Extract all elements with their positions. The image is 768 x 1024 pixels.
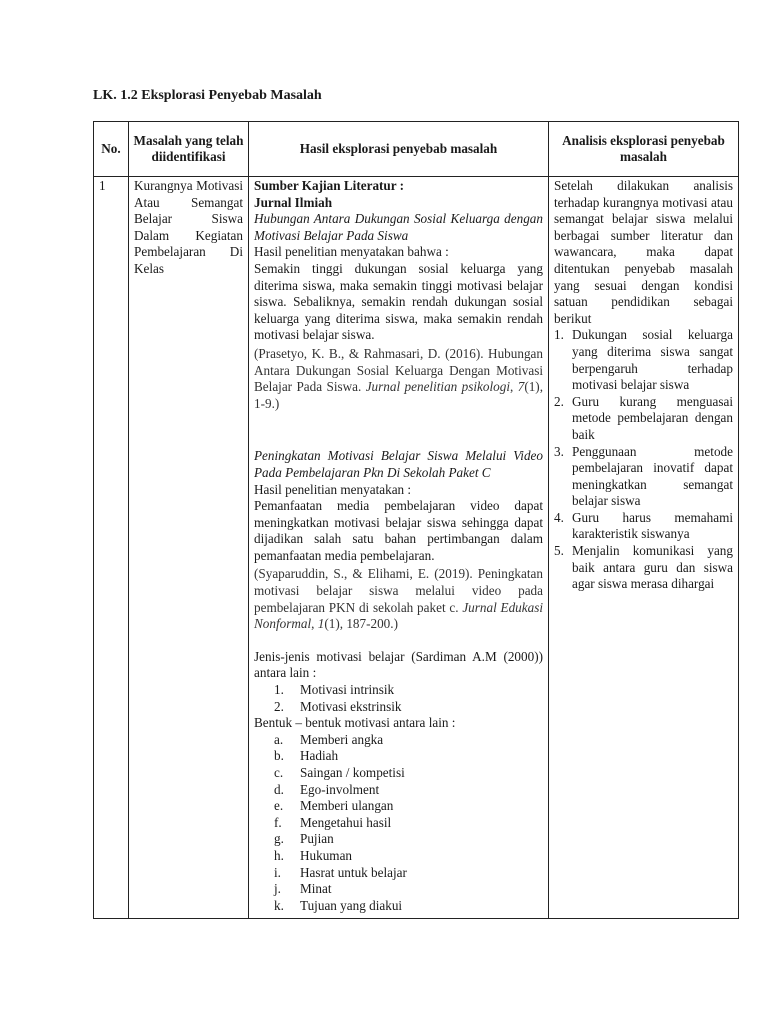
table-header-row [94, 122, 739, 177]
list-item-text: Pujian [300, 831, 334, 847]
journal2-ref-sep: , [311, 616, 318, 632]
list-item-text: Saingan / kompetisi [300, 765, 405, 780]
journal2-intro: Hasil penelitian menyatakan : [254, 481, 412, 497]
list-item-text: Dukungan sosial keluarga yang diterima siswa sangat berpengaruh terhadap motivasi belajar siswa [572, 327, 733, 393]
jenis-motivasi-intro: Jenis-jenis motivasi belajar (Sardiman A.M (2000)) antara lain : [254, 648, 543, 681]
list-item [554, 510, 733, 543]
header-masalah: Masalah yang telah diidentifikasi [129, 122, 249, 177]
list-item [274, 798, 543, 815]
header-hasil: Hasil eksplorasi penyebab masalah [249, 122, 549, 177]
cell-hasil [249, 177, 549, 919]
cell-no: 1 [94, 177, 129, 919]
list-item-text: Minat [300, 881, 332, 897]
list-marker: b. [274, 748, 284, 764]
journal1-reference [254, 346, 543, 412]
table-row [94, 177, 739, 919]
list-marker: 2. [554, 393, 564, 409]
list-marker: 4. [554, 509, 564, 525]
list-item-text: Guru harus memahami karakteristik siswanya [572, 509, 733, 542]
list-item [274, 682, 543, 699]
list-item-text: Ego-involment [300, 781, 380, 797]
list-marker: 1. [274, 682, 284, 698]
journal1-ref-pages: (1), 1-9.) [254, 379, 543, 411]
list-item-text: Penggunaan metode pembelajaran inovatif dapat meningkatkan semangat belajar siswa [572, 443, 733, 509]
journal2-reference [254, 566, 543, 632]
jenis-motivasi-list [254, 682, 543, 715]
list-marker: k. [274, 897, 284, 913]
list-marker: i. [274, 864, 281, 880]
journal1-title: Hubungan Antara Dukungan Sosial Keluarga dengan Motivasi Belajar Pada Siswa [254, 211, 543, 243]
journal2-ref-journal: Jurnal Edukasi Nonformal [254, 599, 544, 632]
list-item-text: Hasrat untuk belajar [300, 864, 407, 880]
list-item-text: Menjalin komunikasi yang baik antara guru dan siswa agar siswa merasa dihargai [572, 543, 733, 592]
list-marker: d. [274, 781, 284, 797]
list-marker: f. [274, 814, 282, 830]
journal1-ref-volume: 7 [517, 379, 525, 395]
list-marker: 1. [554, 327, 564, 343]
list-marker: g. [274, 831, 284, 847]
list-item [274, 815, 543, 832]
list-marker: h. [274, 847, 284, 863]
analisis-intro: Setelah dilakukan analisis terhadap kurangnya motivasi atau semangat belajar siswa melalui berbagai sumber literatur dan wawancara, maka dapat ditentukan penyebab masalah yang sesuai dengan kondisi satuan pendidikan sebagai berikut [554, 178, 733, 326]
cell-analisis [549, 177, 739, 919]
list-item-text: Guru kurang menguasai metode pembelajaran dengan baik [572, 393, 733, 442]
list-item [274, 765, 543, 782]
list-item [554, 444, 733, 510]
list-marker: 5. [554, 543, 564, 559]
list-marker: e. [274, 798, 284, 814]
journal2-ref-text: (Syaparuddin, S., & Elihami, E. (2019). Peningkatan motivasi belajar siswa melalui video pada pembelajaran PKN di sekolah paket c. [254, 566, 543, 615]
list-marker: 2. [274, 698, 284, 714]
list-item-text: Tujuan yang diakui [300, 897, 403, 913]
journal2-title: Peningkatan Motivasi Belajar Siswa Melalui Video Pada Pembelajaran Pkn Di Sekolah Paket C [254, 448, 543, 480]
list-item [554, 327, 733, 393]
list-item [274, 848, 543, 865]
list-item [274, 732, 543, 749]
list-item [274, 865, 543, 882]
list-item-text: Hukuman [300, 847, 353, 863]
analisis-list [554, 327, 733, 593]
journal1-body: Semakin tinggi dukungan sosial keluarga yang diterima siswa, maka semakin tinggi motivasi belajar siswa. Sebaliknya, semakin rendah dukungan sosial keluarga yang diterima siswa, maka semakin rendah motivasi belajar siswa. [254, 260, 543, 343]
header-no: No. [94, 122, 129, 177]
journal1-ref-text: (Prasetyo, K. B., & Rahmasari, D. (2016). Hubungan Antara Dukungan Sosial Keluarga Dengan Motivasi Belajar Pada Siswa. [254, 345, 543, 395]
journal1-ref-journal: Jurnal penelitian psikologi [365, 379, 511, 395]
list-item-text: Motivasi ekstrinsik [300, 698, 402, 714]
list-item [554, 543, 733, 593]
spacer [254, 412, 543, 448]
bentuk-motivasi-intro: Bentuk – bentuk motivasi antara lain : [254, 715, 456, 731]
journal2-ref-pages: (1), 187-200.) [324, 616, 398, 632]
list-marker: j. [274, 881, 281, 897]
journal1-intro: Hasil penelitian menyatakan bahwa : [254, 244, 449, 260]
list-item-text: Memberi ulangan [300, 798, 394, 814]
spacer [254, 633, 543, 649]
document-title: LK. 1.2 Eksplorasi Penyebab Masalah [93, 88, 322, 103]
list-item [274, 898, 543, 915]
header-analisis: Analisis eksplorasi penyebab masalah [549, 122, 739, 177]
list-item [554, 394, 733, 444]
exploration-table [93, 121, 739, 919]
list-item-text: Memberi angka [300, 731, 384, 747]
list-item [274, 748, 543, 765]
list-item [274, 782, 543, 799]
list-marker: a. [274, 731, 284, 747]
cell-masalah: Kurangnya Motivasi Atau Semangat Belajar Siswa Dalam Kegiatan Pembelajaran Di Kelas [129, 177, 249, 919]
bentuk-motivasi-list [254, 732, 543, 915]
journal2-body: Pemanfaatan media pembelajaran video dapat meningkatkan motivasi belajar siswa sehingga dapat dijadikan salah satu bahan pertimbangan dalam pemanfaatan media pembelajaran. [254, 498, 543, 563]
list-marker: 3. [554, 443, 564, 459]
list-item [274, 881, 543, 898]
journal1-ref-sep: , [510, 379, 518, 395]
source-type: Jurnal Ilmiah [254, 194, 333, 210]
journal2-ref-volume: 1 [317, 616, 325, 632]
list-item-text: Mengetahui hasil [300, 814, 392, 830]
list-item-text: Hadiah [300, 748, 339, 764]
source-heading: Sumber Kajian Literatur : [254, 178, 405, 193]
list-marker: c. [274, 765, 284, 780]
list-item [274, 699, 543, 716]
list-item-text: Motivasi intrinsik [300, 682, 395, 698]
list-item [274, 831, 543, 848]
